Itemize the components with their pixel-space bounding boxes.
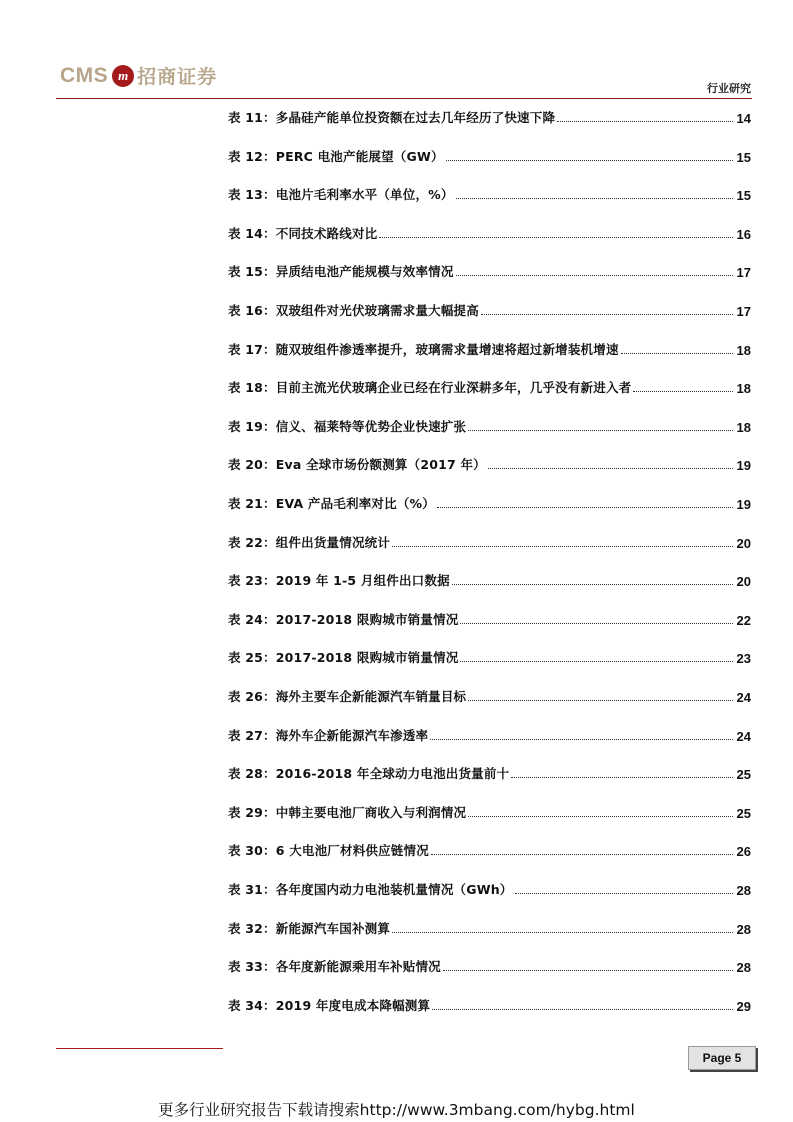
toc-leader-dots [379,237,732,238]
toc-entry-label: 表 26：海外主要车企新能源汽车销量目标 [228,689,467,704]
toc-entry-label: 表 31：各年度国内动力电池装机量情况（GWh） [228,882,513,897]
footer-download-note: 更多行业研究报告下载请搜索http://www.3mbang.com/hybg.html [158,1101,635,1119]
toc-entry-page: 18 [736,419,751,435]
toc-entry-label: 表 34：2019 年度电成本降幅测算 [228,997,431,1013]
logo-cms-text: CMS [60,63,109,87]
footer-divider [56,1048,223,1049]
toc-leader-dots [392,932,732,933]
toc-leader-dots [430,739,732,740]
toc-entry[interactable] [228,417,751,435]
toc-entry[interactable] [228,919,751,937]
toc-entry-page: 18 [736,342,751,358]
toc-entry-page: 17 [736,304,751,319]
toc-entry-label: 表 24：2017-2018 限购城市销量情况 [228,611,459,627]
toc-entry-label: 表 32：新能源汽车国补测算 [228,920,391,936]
page-number-box: Page 5 [688,1046,756,1070]
toc-leader-dots [468,816,732,817]
toc-leader-dots [468,700,732,701]
toc-leader-dots [515,893,733,894]
toc-entry-page: 25 [736,805,751,821]
toc-entry-label: 表 14：不同技术路线对比 [228,225,378,241]
toc-entry[interactable] [228,455,751,473]
toc-leader-dots [456,198,733,199]
toc-leader-dots [633,391,732,392]
toc-entry[interactable] [228,224,751,242]
toc-entry-label: 表 15：异质结电池产能规模与效率情况 [228,264,454,280]
toc-entry[interactable] [228,803,751,821]
toc-entry-page: 22 [736,612,751,628]
toc-leader-dots [621,353,733,354]
toc-entry[interactable] [228,841,751,859]
toc-entry-page: 28 [736,883,751,898]
toc-entry-label: 表 20：Eva 全球市场份额测算（2017 年） [228,457,486,473]
toc-entry-page: 18 [736,381,751,397]
toc-entry[interactable] [228,378,751,396]
toc-entry-label: 表 12：PERC 电池产能展望（GW） [228,148,444,164]
toc-entry[interactable] [228,533,751,551]
toc-entry-page: 26 [736,844,751,860]
toc-leader-dots [488,468,733,469]
toc-entry-page: 24 [736,728,751,744]
toc-entry-page: 25 [736,767,751,783]
toc-leader-dots [456,275,733,276]
toc-entry[interactable] [228,147,751,165]
toc-leader-dots [392,546,732,547]
toc-entry[interactable] [228,726,751,744]
toc-entry-page: 28 [736,921,751,937]
toc-entry-label: 表 23：2019 年 1-5 月组件出口数据 [228,573,450,589]
header-logo [60,62,217,89]
toc-entry-label: 表 19：信义、福莱特等优势企业快速扩张 [228,418,467,434]
toc-entry[interactable] [228,108,751,126]
toc-leader-dots [511,777,732,778]
toc-entry-label: 表 27：海外车企新能源汽车渗透率 [228,727,429,743]
toc-entry[interactable] [228,340,751,358]
toc-entry-page: 28 [736,960,751,976]
toc-entry-page: 14 [736,111,751,126]
logo-seal-icon: m [112,65,134,87]
toc-leader-dots [446,160,733,161]
toc-entry[interactable] [228,262,751,280]
toc-leader-dots [468,430,732,431]
toc-entry-page: 23 [736,651,751,667]
toc-entry[interactable] [228,610,751,628]
toc-entry-page: 20 [736,574,751,590]
toc-leader-dots [481,314,733,315]
toc-entry-label: 表 29：中韩主要电池厂商收入与利润情况 [228,804,467,820]
toc-entry[interactable] [228,764,751,782]
toc-entry-page: 19 [736,458,751,474]
section-label: 行业研究 [707,82,751,95]
toc-leader-dots [432,1009,732,1010]
toc-entry[interactable] [228,996,751,1014]
toc-entry-label: 表 13：电池片毛利率水平（单位，%） [228,187,454,203]
toc-entry-label: 表 17：随双玻组件渗透率提升，玻璃需求量增速将超过新增装机增速 [228,341,619,357]
toc-leader-dots [437,507,733,508]
toc-entry-label: 表 33：各年度新能源乘用车补贴情况 [228,959,441,975]
header-divider [56,98,752,99]
toc-entry-page: 19 [736,497,751,512]
toc-entry[interactable] [228,494,751,512]
toc-entry-page: 15 [736,188,751,204]
toc-entry[interactable] [228,880,751,898]
toc-entry-page: 17 [736,265,751,281]
toc-entry-label: 表 30：6 大电池厂材料供应链情况 [228,843,429,859]
toc-entry[interactable] [228,687,751,705]
toc-entry-label: 表 11：多晶硅产能单位投资额在过去几年经历了快速下降 [228,110,556,125]
logo-company-name: 招商证券 [137,66,218,88]
toc-entry-page: 16 [736,226,751,242]
toc-entry-label: 表 25：2017-2018 限购城市销量情况 [228,650,459,666]
toc-leader-dots [443,970,733,971]
toc-leader-dots [460,623,732,624]
toc-entry-page: 20 [736,535,751,551]
toc-leader-dots [460,661,732,662]
toc-entry-label: 表 21：EVA 产品毛利率对比（%） [228,496,435,511]
toc-entry-label: 表 22：组件出货量情况统计 [228,534,391,550]
toc-entry-page: 29 [736,998,751,1014]
toc-entry-page: 24 [736,690,751,705]
toc-entry[interactable] [228,185,751,203]
toc-entry[interactable] [228,648,751,666]
toc-entry-label: 表 28：2016-2018 年全球动力电池出货量前十 [228,766,510,782]
toc-entry[interactable] [228,957,751,975]
toc-entry[interactable] [228,571,751,589]
toc-leader-dots [431,854,733,855]
toc-leader-dots [452,584,733,585]
toc-entry-page: 15 [736,149,751,165]
toc-entry-label: 表 18：目前主流光伏玻璃企业已经在行业深耕多年，几乎没有新进入者 [228,380,632,396]
toc-entry[interactable] [228,301,751,319]
toc-leader-dots [557,121,732,122]
toc-entry-label: 表 16：双玻组件对光伏玻璃需求量大幅提高 [228,303,479,318]
